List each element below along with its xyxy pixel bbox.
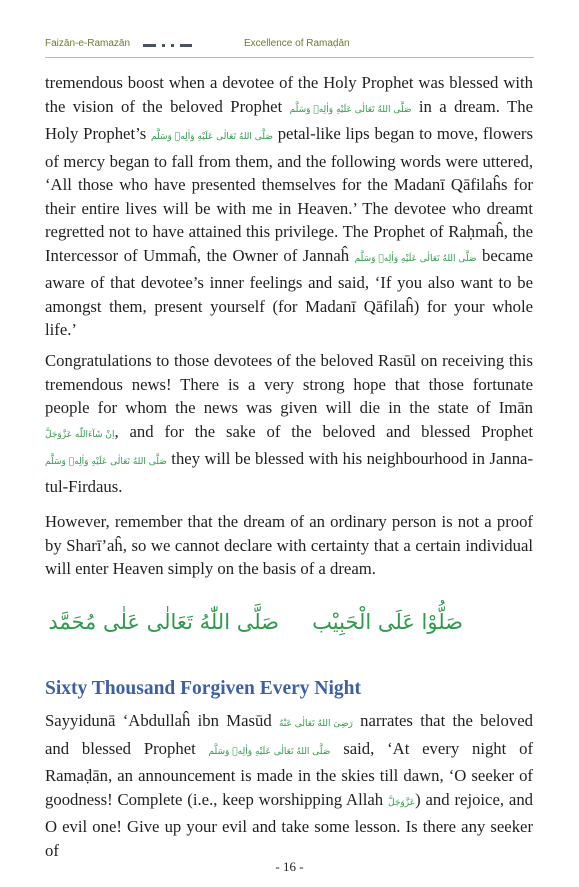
page-number: - 16 - xyxy=(275,859,304,874)
running-header xyxy=(45,38,534,54)
durood-sallallahu: صَلَّى اللّٰهُ تَعَالٰى عَلٰى مُحَمَّد xyxy=(48,610,279,634)
header-rule xyxy=(45,57,534,58)
azza-wa-jal: عَزَّوَجَلَّ xyxy=(388,797,416,808)
paragraph-caution: However, remember that the dream of an ordinary person is not a proof by Sharī’aĥ, so we cannot declare with certainty that a certain individual will enter Heaven simply on the basis of a dream. xyxy=(45,512,533,578)
salutation-prophet: صَلَّى اللهُ تَعَالٰى عَلَيْهِ وَاٰلِهٖ وَسَلَّم xyxy=(45,457,167,467)
insha-allah: اِنْ شَآءَاللّٰه عَزَّوَجَلَّ xyxy=(45,429,115,440)
paragraph-narration: Sayyidunā ‘Abdullaĥ ibn Masūd رَضِیَ اللهُ تَعَالٰی عَنْهُ narrates that the beloved and blessed Prophet صَلَّى اللهُ تَعَالٰى عَلَيْهِ وَاٰلِهٖ وَسَلَّم said, ‘At every night of Ramaḍān, an announcement is made in the skies till dawn, ‘O seeker of goodness! Complete (i.e., keep worshipping Allah عَزَّوَجَلَّ) and rejoice, and O evil one! Give up your evil and take some lesson. Is there any seeker of xyxy=(45,711,534,860)
header-separator xyxy=(143,44,235,47)
salutation-prophet: صَلَّى اللهُ تَعَالٰى عَلَيْهِ وَاٰلِهٖ وَسَلَّم xyxy=(289,104,412,115)
salutation-prophet: صَلَّى اللهُ تَعَالٰى عَلَيْهِ وَاٰلِهٖ وَسَلَّم xyxy=(208,746,331,757)
section-heading: Sixty Thousand Forgiven Every Night xyxy=(45,678,362,699)
paragraph-congratulations: Congratulations to those devotees of the beloved Rasūl on receiving this tremendous news! There is a very strong hope that those fortunate people for whom the news was given will die in the state of Imān اِنْ شَآءَاللّٰه عَزَّوَجَلَّ, and for the sake of the beloved and blessed Prophet صَلَّى اللهُ تَعَالٰى عَلَيْهِ وَاٰلِهٖ وَسَلَّم they will be blessed with his neighbourhood in Janna-tul-Firdaus. xyxy=(45,351,533,496)
salutation-prophet: صَلَّى اللهُ تَعَالٰى عَلَيْهِ وَاٰلِهٖ وَسَلَّم xyxy=(354,253,477,264)
salutation-prophet: صَلَّى اللهُ تَعَالٰى عَلَيْهِ وَاٰلِهٖ وَسَلَّم xyxy=(151,132,273,142)
durood-sallu-alal-habib: صَلُّوْا عَلَى الْحَبِيْب xyxy=(312,610,463,634)
paragraph-dream: tremendous boost when a devotee of the Holy Prophet was blessed with the vision of the beloved Prophet صَلَّى اللهُ تَعَالٰى عَلَيْهِ وَاٰلِهٖ وَسَلَّم in a dream. The Holy Prophet’s صَلَّى اللهُ تَعَالٰى عَلَيْهِ وَاٰلِهٖ وَسَلَّم petal-like lips began to move, flowers of mercy began to fall from them, and the following words were uttered, ‘All those who have presented themselves for the Madanī Qāfilaĥs for their entire lives will be with me in Heaven.’ The devotee who dreamt regretted not to have attained this privilege. The Prophet of Raḥmaĥ, the Intercessor of Ummaĥ, the Owner of Jannaĥ صَلَّى اللهُ تَعَالٰى عَلَيْهِ وَاٰلِهٖ وَسَلَّم became aware of that devotee’s inner feelings and said, ‘If you also want to be amongst them, present yourself (for Madanī Qāfilaĥ) for your whole life.’ xyxy=(45,73,533,339)
durood-line xyxy=(0,608,579,648)
book-title: Faizān-e-Ramazān xyxy=(45,38,131,49)
radiallahu-anhu: رَضِیَ اللهُ تَعَالٰی عَنْهُ xyxy=(278,719,353,729)
chapter-title: Excellence of Ramaḍān xyxy=(244,38,350,49)
